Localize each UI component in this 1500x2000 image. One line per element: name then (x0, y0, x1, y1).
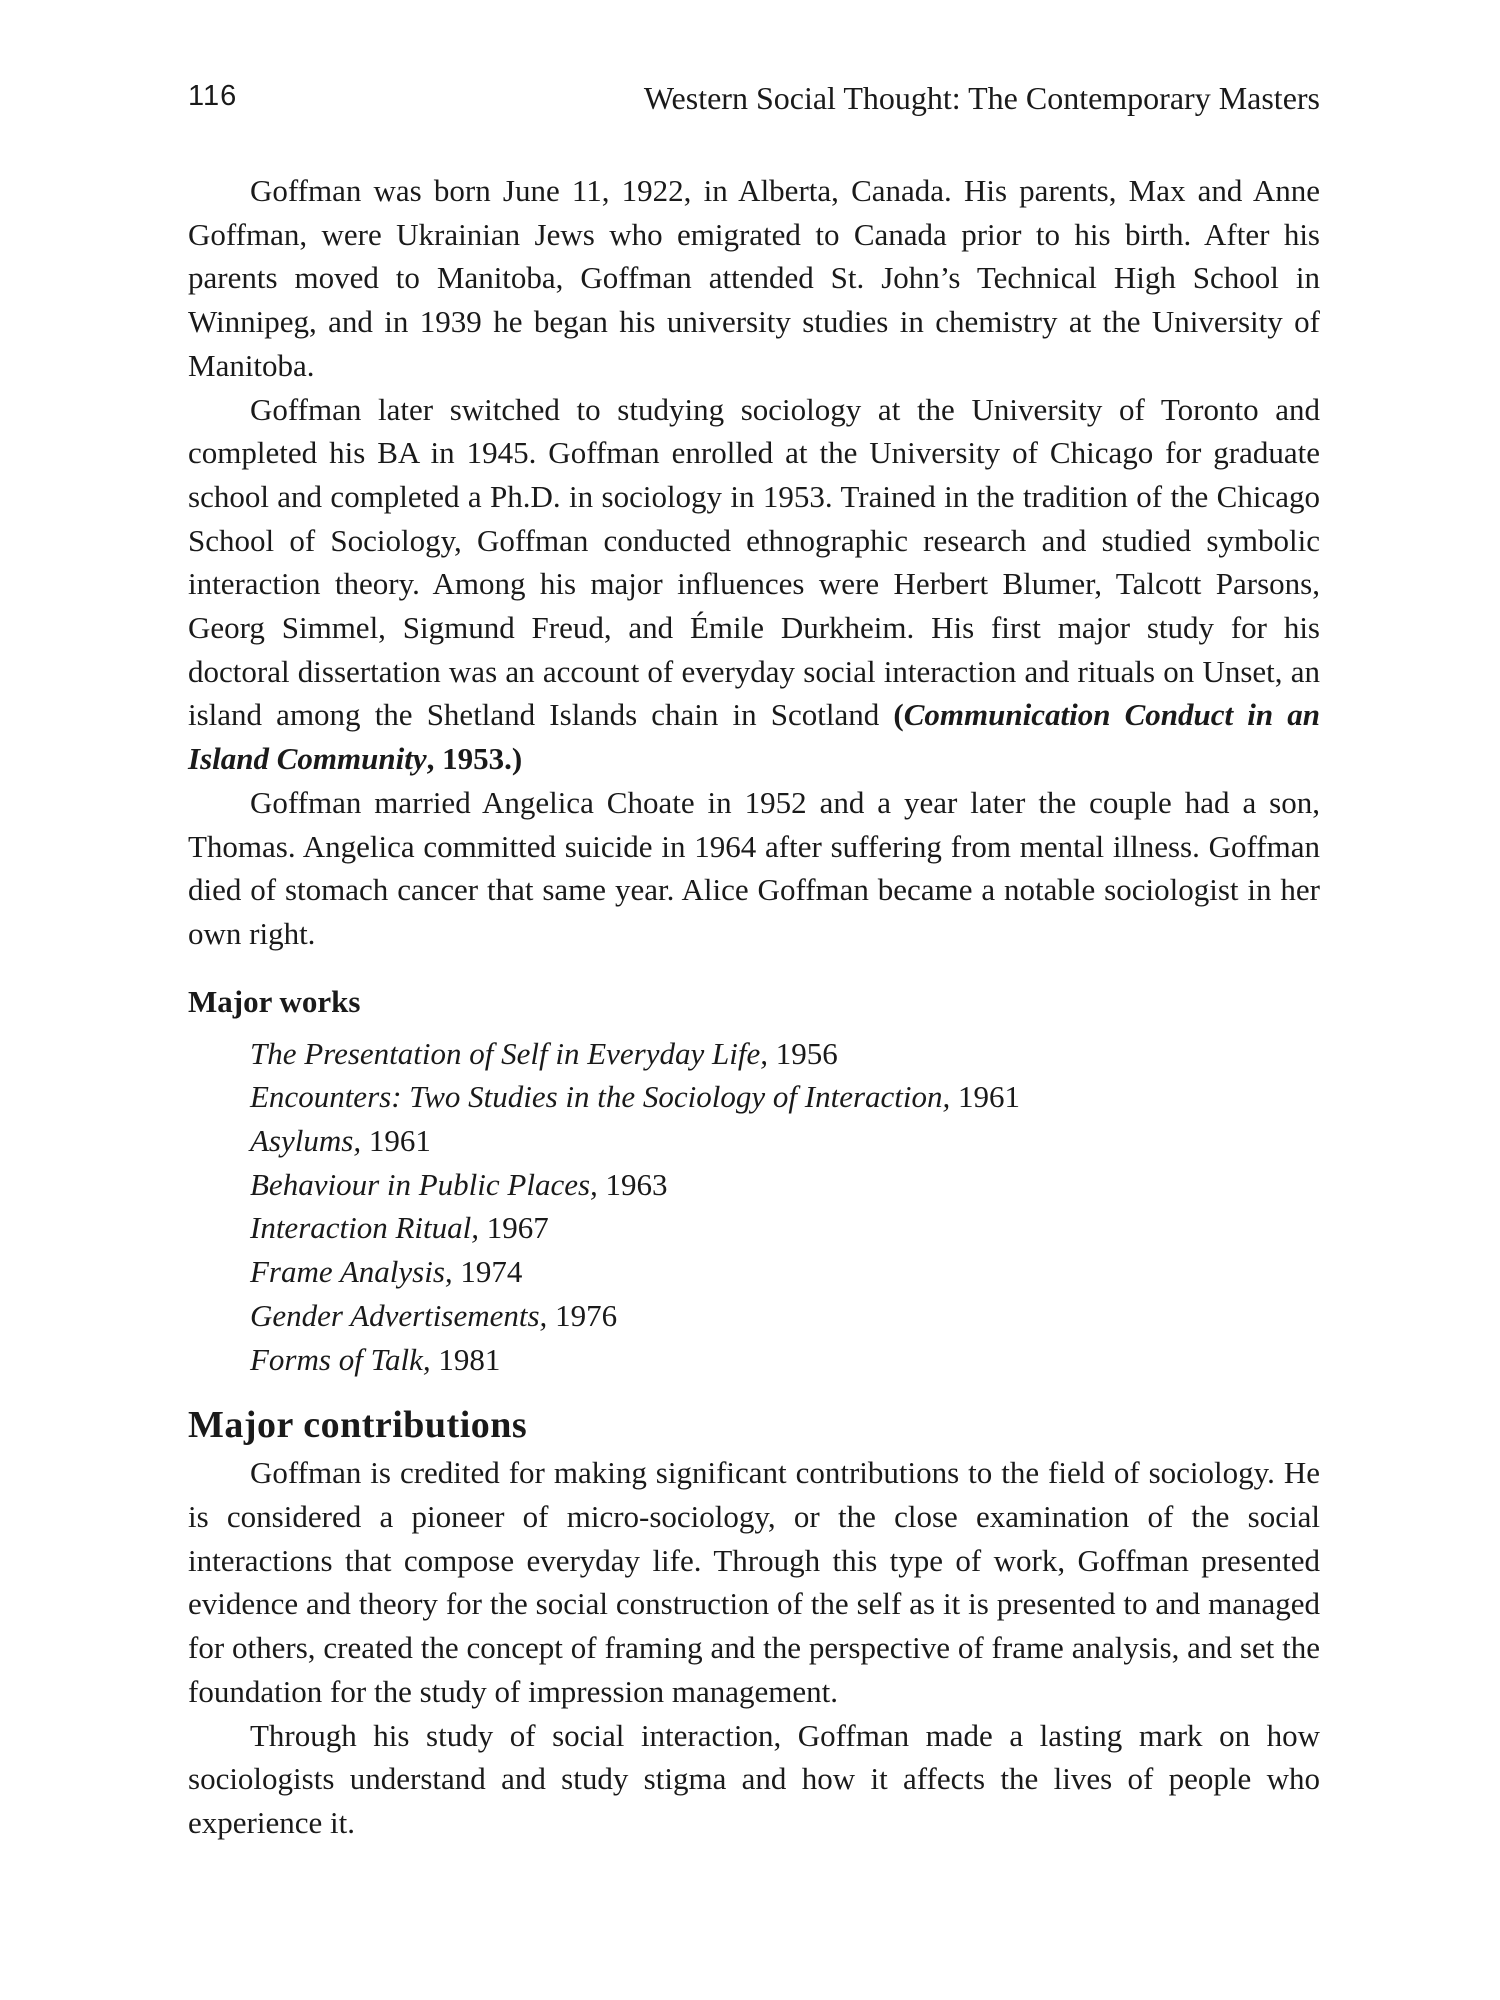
work-year: 1961 (368, 1123, 431, 1159)
work-title: Behaviour in Public Places, (250, 1166, 598, 1202)
work-title: Encounters: Two Studies in the Sociology of Interaction, (250, 1079, 951, 1115)
work-year: 1981 (438, 1341, 501, 1377)
work-title: Frame Analysis, (250, 1254, 453, 1290)
paragraph-education (188, 388, 1320, 781)
work-year: 1974 (460, 1254, 523, 1290)
page-number: 116 (188, 80, 238, 112)
running-head (188, 80, 1320, 130)
major-works-list (188, 1032, 1320, 1382)
work-item (250, 1119, 1320, 1163)
work-year: 1963 (605, 1166, 668, 1202)
citation-year: , 1953.) (426, 741, 523, 777)
citation-open: ( (893, 697, 904, 733)
work-title: Gender Advertisements, (250, 1297, 548, 1333)
book-page (188, 80, 1320, 1845)
paragraph-text: Goffman was born June 11, 1922, in Alberta, Canada. His parents, Max and Anne Goffman, were Ukrainian Jews who emigrated to Canada prior to his birth. After his parents moved to Manitoba, Goffman attended St. John’s Technical High School in Winnipeg, and in 1939 he began his university studies in chemistry at the University of Manitoba. (188, 173, 1320, 383)
running-title: Western Social Thought: The Contemporary Masters (643, 80, 1320, 116)
work-title: Interaction Ritual, (250, 1210, 480, 1246)
citation-title: Communication Conduct in an Island Community (188, 697, 1320, 777)
contributions-section (188, 1451, 1320, 1844)
paragraph-text: Goffman later switched to studying sociology at the University of Toronto and completed his BA in 1945. Goffman enrolled at the University of Chicago for graduate school and completed a Ph.D. in sociology in 1953. Trained in the tradition of the Chicago School of Sociology, Goffman conducted ethnographic research and studied symbolic interaction theory. Among his major influences were Herbert Blumer, Talcott Parsons, Georg Simmel, Sigmund Freud, and Émile Durkheim. His first major study for his doctoral dissertation was an account of everyday social interaction and rituals on Unset, an island among the Shetland Islands chain in Scotland (188, 391, 1320, 733)
paragraph-text: Goffman married Angelica Choate in 1952 and a year later the couple had a son, Thomas. Angelica committed suicide in 1964 after suffering from mental illness. Goffman died of stomach cancer that same year. Alice Goffman became a notable sociologist in her own right. (188, 784, 1320, 951)
work-title: Asylums, (250, 1123, 362, 1159)
work-item (250, 1250, 1320, 1294)
work-year: 1961 (958, 1079, 1021, 1115)
major-works-heading: Major works (188, 983, 361, 1019)
work-item (250, 1294, 1320, 1338)
work-year: 1967 (486, 1210, 549, 1246)
work-title: The Presentation of Self in Everyday Life, (250, 1035, 768, 1071)
work-year: 1956 (775, 1035, 838, 1071)
biography-section (188, 169, 1320, 956)
paragraph-birth (188, 169, 1320, 388)
work-item (250, 1032, 1320, 1076)
paragraph-stigma: Through his study of social interaction, Goffman made a lasting mark on how sociologists understand and study stigma and how it affects the lives of people who experience it. (188, 1717, 1320, 1840)
work-item (250, 1163, 1320, 1207)
work-item (250, 1075, 1320, 1119)
work-item (250, 1338, 1320, 1382)
paragraph-contributions: Goffman is credited for making significant contributions to the field of sociology. He is considered a pioneer of micro-sociology, or the close examination of the social interactions that compose everyday life. Through this type of work, Goffman presented evidence and theory for the social construction of the self as it is presented to and managed for others, created the concept of framing and the perspective of frame analysis, and set the foundation for the study of impression management. (188, 1455, 1320, 1709)
work-title: Forms of Talk, (250, 1341, 431, 1377)
work-year: 1976 (555, 1297, 618, 1333)
contributions-heading: Major contributions (188, 1404, 528, 1447)
paragraph-family (188, 781, 1320, 956)
work-item (250, 1206, 1320, 1250)
